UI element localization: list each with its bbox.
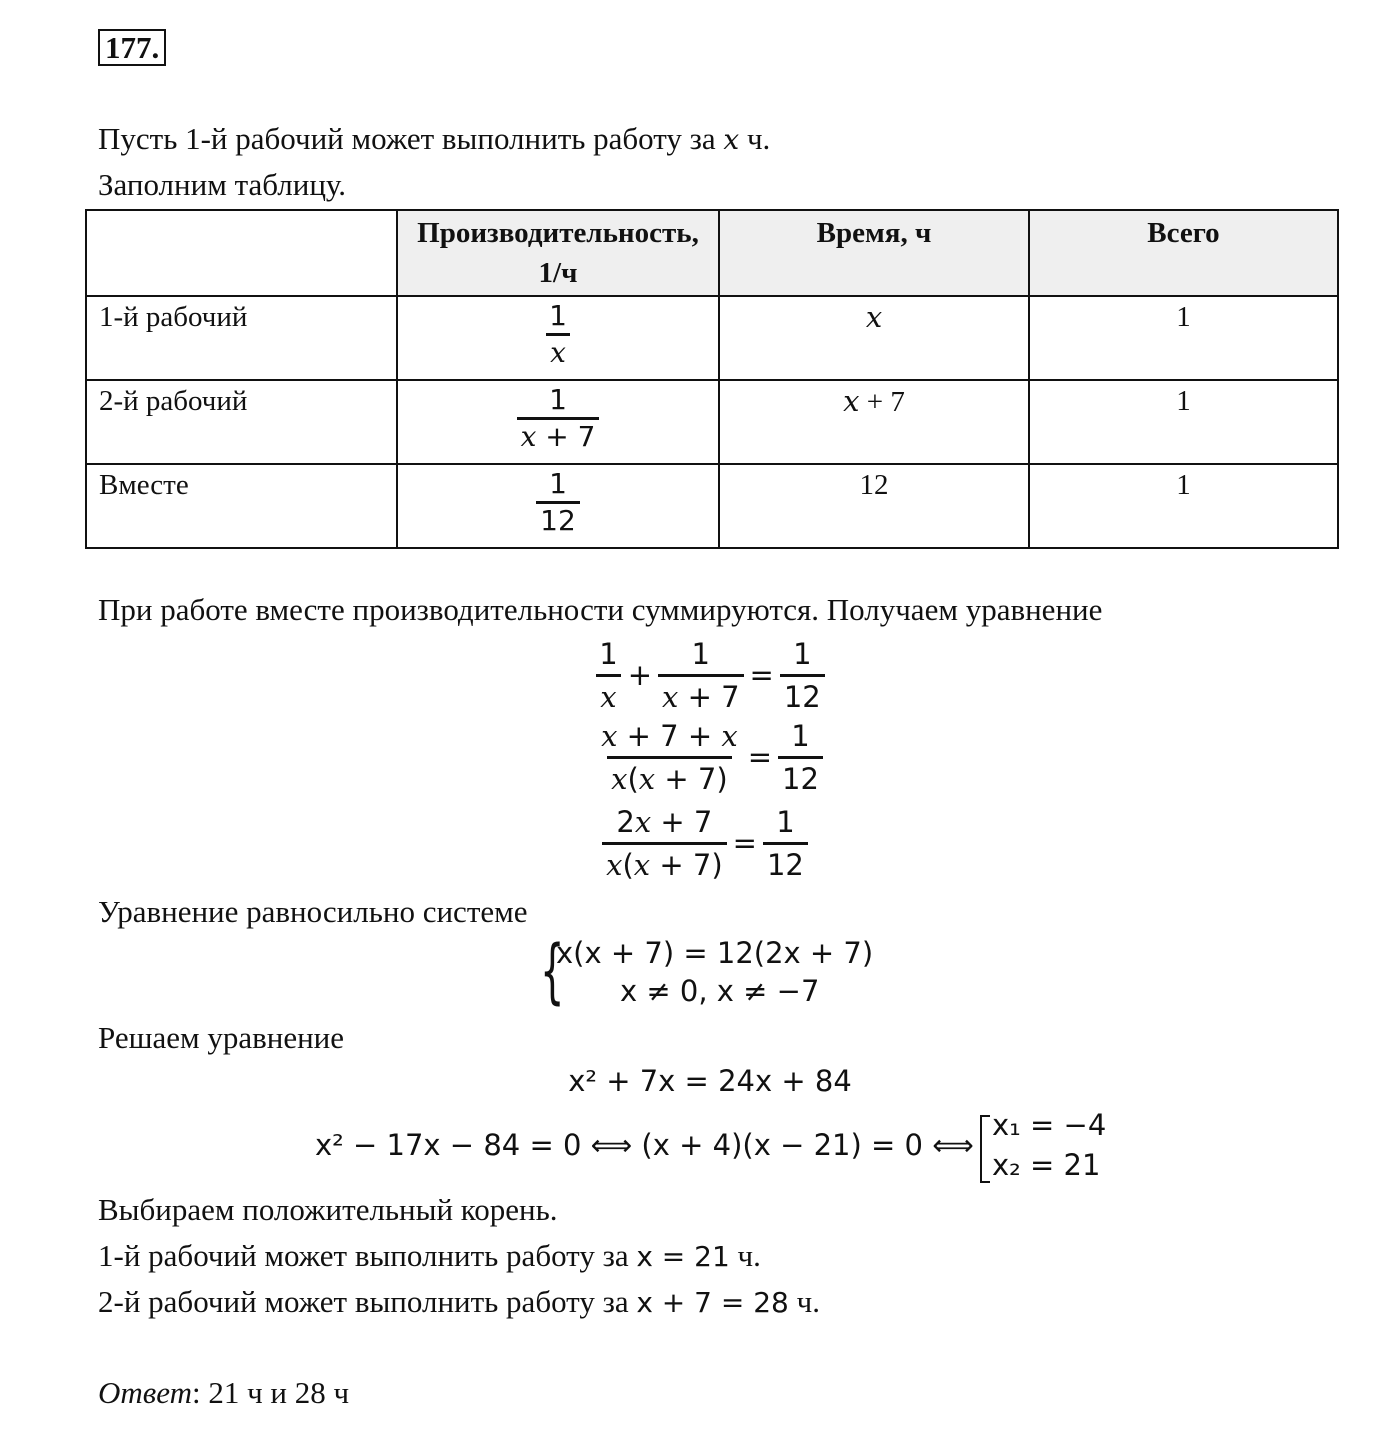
table-header-empty (86, 210, 397, 296)
fraction-denominator (536, 501, 580, 538)
row-time (719, 380, 1029, 464)
productivity-fraction (545, 299, 571, 370)
productivity-header-line1: Производительность, (417, 217, 699, 249)
fraction-numerator (612, 802, 716, 842)
equation-1 (0, 634, 1400, 716)
numerator-rest: + 7 (651, 804, 713, 839)
result-2-suffix: ч. (788, 1284, 820, 1319)
row-label: 1-й рабочий (86, 296, 397, 380)
fraction-denominator (596, 674, 620, 717)
table-header-total: Всего (1029, 210, 1338, 296)
result-line-1 (98, 1238, 761, 1275)
row-total: 1 (1029, 464, 1338, 548)
eq1-fraction-1 (595, 634, 621, 717)
denominator-rest: + 7) (650, 847, 723, 882)
fraction-denominator (517, 417, 600, 454)
result-2-math: x + 7 = 28 (636, 1286, 789, 1319)
fraction-numerator: 1 (549, 299, 567, 332)
row-productivity (397, 296, 719, 380)
fraction-denominator (546, 333, 570, 370)
time-variable: x (865, 300, 883, 334)
productivity-fraction (536, 467, 580, 538)
choose-text: Выбираем положительный корень. (98, 1192, 558, 1227)
numerator-variable: x (601, 718, 618, 753)
denominator-rest: 12 (540, 504, 576, 537)
system-text: Уравнение равносильно системе (98, 894, 528, 929)
solve-text: Решаем уравнение (98, 1020, 345, 1055)
numerator-variable: x (634, 804, 652, 839)
denominator-rest: + 7 (678, 679, 740, 714)
time-rest: 12 (859, 469, 889, 501)
denominator-variable: x (611, 761, 628, 796)
eq3-fraction-right (763, 802, 808, 885)
table-header-row (86, 210, 1338, 296)
table-header-time: Время, ч (719, 210, 1029, 296)
row-productivity (397, 464, 719, 548)
fraction-numerator: 1 (791, 718, 810, 753)
fraction-numerator: 1 (549, 467, 567, 500)
fraction-numerator: 1 (776, 804, 795, 839)
solve-line-2: x² − 17x − 84 = 0 ⟺ (x + 4)(x − 21) = 0 ⟺ (315, 1128, 974, 1162)
fraction-numerator (597, 716, 742, 756)
result-1-suffix: ч. (729, 1238, 761, 1273)
intro-line-1-prefix: Пусть 1-й рабочий может выполнить работу за (98, 121, 724, 156)
denominator-variable: x (638, 761, 656, 796)
row-total: 1 (1029, 296, 1338, 380)
equals-sign: = (749, 658, 774, 692)
table-row (86, 296, 1338, 380)
eq3-fraction-left (602, 802, 727, 885)
eq2-fraction-left (597, 716, 742, 799)
equation-2 (0, 716, 1400, 798)
answer-line (98, 1375, 349, 1411)
fraction-denominator: 12 (763, 842, 808, 885)
intro-variable: x (723, 123, 740, 156)
intro-line-1-suffix: ч. (739, 121, 771, 156)
row-label: Вместе (86, 464, 397, 548)
numerator-coefficient: 2 (616, 804, 635, 839)
roots-bracket (980, 1115, 990, 1183)
table-header-productivity (397, 210, 719, 296)
intro-line-1 (98, 121, 770, 158)
table-row (86, 380, 1338, 464)
system-line-2: x ≠ 0, x ≠ −7 (620, 974, 820, 1008)
denominator-rest: + 7) (655, 761, 728, 796)
denominator-paren: ( (627, 761, 639, 796)
productivity-fraction (517, 383, 600, 454)
productivity-header-line2: 1/ч (538, 257, 578, 289)
equals-sign: = (747, 740, 773, 774)
system-line-1: x(x + 7) = 12(2x + 7) (556, 936, 874, 970)
row-time (719, 464, 1029, 548)
denominator-variable: x (550, 336, 566, 369)
denominator-variable: x (600, 679, 617, 714)
equals-sign: = (732, 826, 757, 860)
denominator-rest: + 7 (536, 420, 596, 453)
fraction-numerator: 1 (549, 383, 567, 416)
fraction-denominator (602, 842, 727, 885)
system-brace: { (540, 930, 565, 1012)
row-total: 1 (1029, 380, 1338, 464)
fraction-denominator: 12 (780, 674, 825, 717)
row-productivity (397, 380, 719, 464)
result-1-prefix: 1-й рабочий может выполнить работу за (98, 1238, 637, 1273)
problem-number: 177. (98, 29, 166, 66)
fraction-numerator: 1 (691, 636, 710, 671)
row-time (719, 296, 1029, 380)
work-table (85, 209, 1339, 549)
answer-value: 21 ч и 28 ч (200, 1375, 350, 1410)
row-label: 2-й рабочий (86, 380, 397, 464)
plus-sign: + (627, 658, 652, 692)
denominator-paren: ( (622, 847, 634, 882)
denominator-variable: x (520, 420, 537, 453)
fraction-numerator: 1 (599, 636, 618, 671)
intro-line-2: Заполним таблицу. (98, 167, 347, 202)
time-rest: + 7 (859, 386, 905, 418)
fraction-denominator (607, 756, 732, 799)
denominator-variable: x (633, 847, 651, 882)
numerator-variable: x (721, 718, 738, 753)
fraction-denominator: 12 (778, 756, 823, 799)
table-row (86, 464, 1338, 548)
numerator-middle: + 7 + (617, 718, 722, 753)
root-1: x₁ = −4 (992, 1108, 1107, 1142)
sum-text: При работе вместе производительности суммируются. Получаем уравнение (98, 592, 1103, 627)
result-2-prefix: 2-й рабочий может выполнить работу за (98, 1284, 637, 1319)
fraction-numerator: 1 (793, 636, 812, 671)
equation-3 (0, 802, 1400, 884)
eq1-fraction-right (780, 634, 825, 717)
solve-line-1: x² + 7x = 24x + 84 (568, 1064, 852, 1098)
root-2: x₂ = 21 (992, 1148, 1101, 1182)
answer-label: Ответ (98, 1375, 192, 1410)
answer-colon: : (191, 1375, 201, 1410)
eq2-fraction-right (778, 716, 823, 799)
denominator-variable: x (606, 847, 623, 882)
eq1-fraction-2 (658, 634, 744, 717)
result-1-math: x = 21 (636, 1240, 730, 1273)
result-line-2 (98, 1284, 820, 1321)
fraction-denominator (658, 674, 744, 717)
time-variable: x (843, 384, 860, 418)
equation-system (540, 930, 900, 1014)
denominator-variable: x (662, 679, 679, 714)
